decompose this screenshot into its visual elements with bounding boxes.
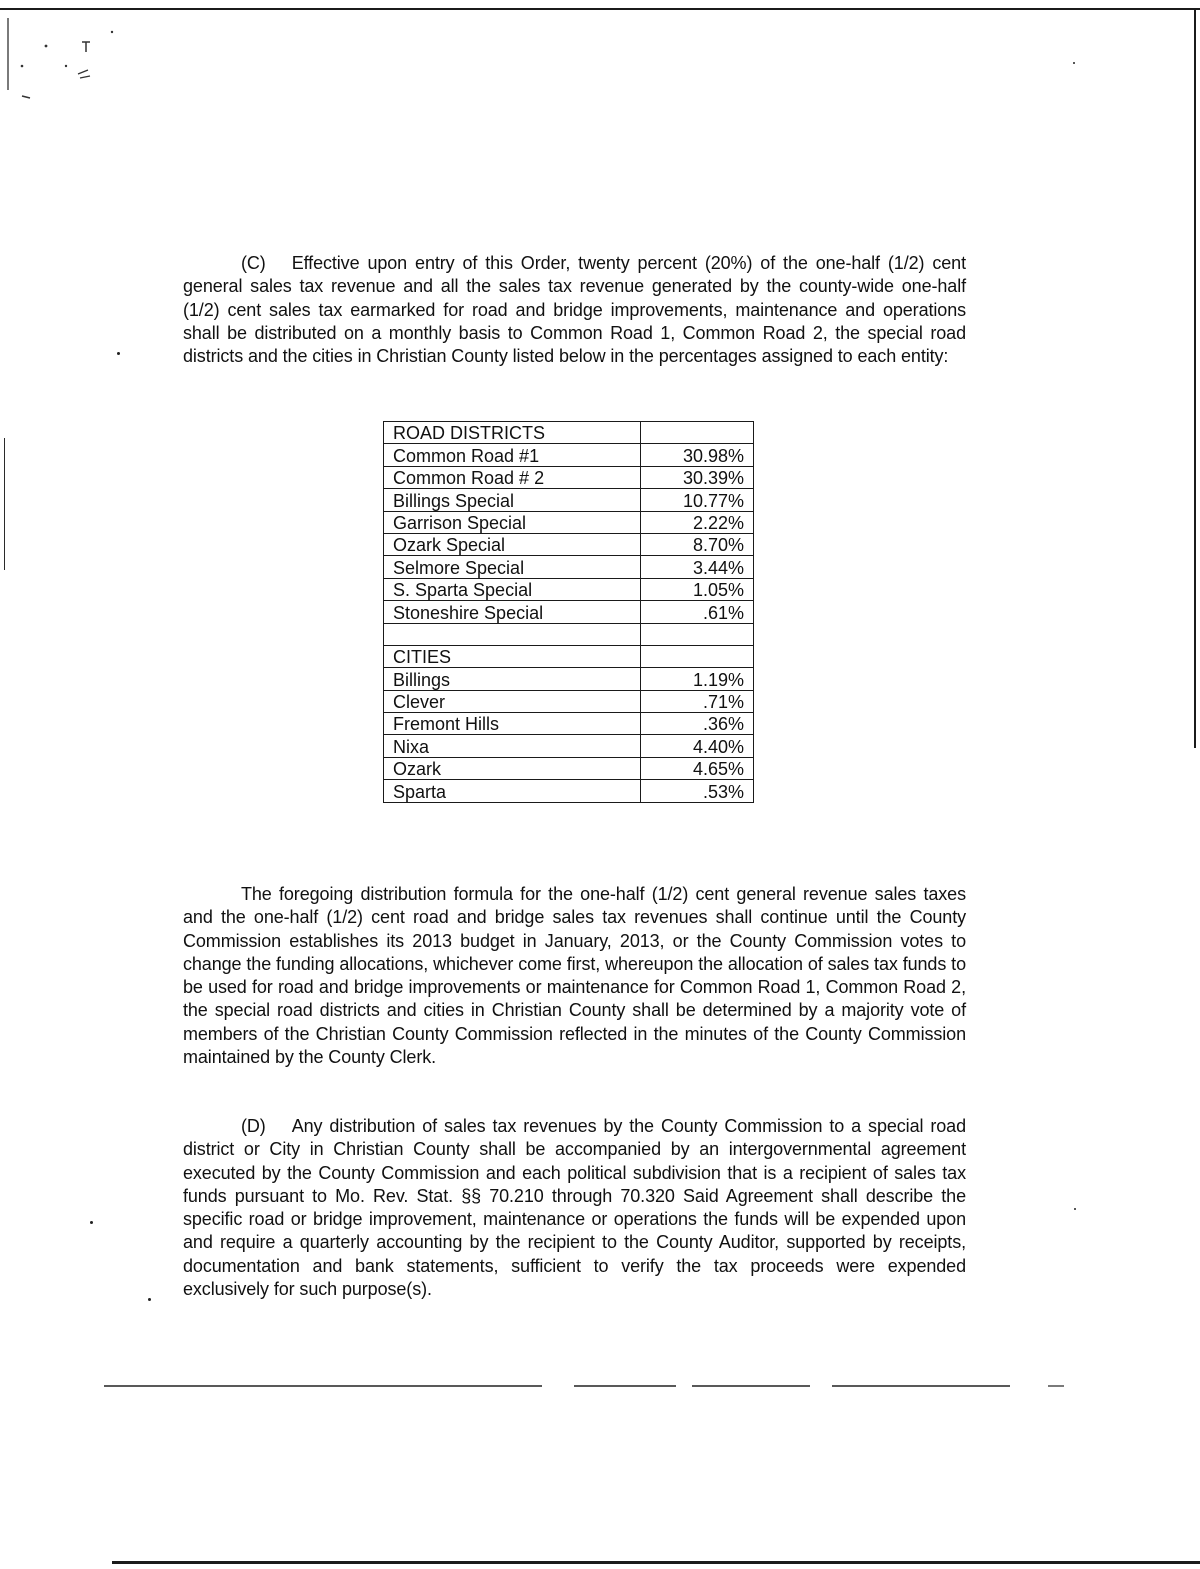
table-row [384, 713, 754, 735]
district-percent: 2.22% [641, 511, 754, 533]
paragraph-d [183, 1115, 966, 1301]
table-row [384, 668, 754, 690]
bottom-border-line [112, 1561, 1200, 1564]
district-percent: 1.05% [641, 578, 754, 600]
empty-cell [641, 645, 754, 667]
speck-mark [117, 352, 120, 355]
district-percent: .61% [641, 601, 754, 623]
speck-mark [1073, 62, 1075, 64]
table-row [384, 466, 754, 488]
table-row [384, 511, 754, 533]
city-percent: .53% [641, 780, 754, 802]
scan-artifacts [0, 0, 220, 120]
empty-cell [384, 623, 641, 645]
city-percent: .71% [641, 690, 754, 712]
district-name: Common Road #1 [384, 444, 641, 466]
table-row [384, 556, 754, 578]
district-name: S. Sparta Special [384, 578, 641, 600]
district-name: Selmore Special [384, 556, 641, 578]
city-name: Fremont Hills [384, 713, 641, 735]
city-name: Billings [384, 668, 641, 690]
page-break-line [104, 1384, 1064, 1388]
speck-mark [90, 1221, 93, 1224]
table-row [384, 735, 754, 757]
table-row [384, 578, 754, 600]
table-row [384, 601, 754, 623]
empty-cell [641, 623, 754, 645]
city-name: Ozark [384, 757, 641, 779]
paragraph-formula [183, 883, 966, 1069]
paragraph-c-label: (C) [241, 253, 266, 273]
empty-cell [641, 422, 754, 444]
district-name: Common Road # 2 [384, 466, 641, 488]
district-percent: 10.77% [641, 489, 754, 511]
table-row [384, 690, 754, 712]
table-row [384, 533, 754, 555]
city-percent: 4.65% [641, 757, 754, 779]
table-row [384, 645, 754, 667]
road-districts-heading: ROAD DISTRICTS [384, 422, 641, 444]
table-row [384, 489, 754, 511]
speck-mark [1074, 1208, 1076, 1210]
district-percent: 8.70% [641, 533, 754, 555]
district-percent: 3.44% [641, 556, 754, 578]
paragraph-c-text: Effective upon entry of this Order, twenty percent (20%) of the one-half (1/2) cent general sales tax revenue and all the sales tax revenue generated by the county-wide one-half (1/2) cent sales tax earmarked for road and bridge improvements, maintenance and operations shall be distributed on a monthly basis to Common Road 1, Common Road 2, the special road districts and the cities in Christian County listed below in the percentages assigned to each entity: [183, 253, 966, 367]
district-name: Garrison Special [384, 511, 641, 533]
table-row-blank [384, 623, 754, 645]
city-name: Clever [384, 690, 641, 712]
cities-heading: CITIES [384, 645, 641, 667]
table-row [384, 757, 754, 779]
city-percent: 1.19% [641, 668, 754, 690]
paragraph-formula-text: The foregoing distribution formula for the one-half (1/2) cent general revenue sales taxes and the one-half (1/2) cent road and bridge sales tax revenues shall continue until the County Commission establishes its 2013 budget in January, 2013, or the County Commission votes to change the funding allocations, whichever come first, whereupon the allocation of sales tax funds to be used for road and bridge improvements or maintenance for Common Road 1, Common Road 2, the special road districts and cities in Christian County shall be determined by a majority vote of members of the Christian County Commission reflected in the minutes of the County Commission maintained by the County Clerk. [183, 884, 966, 1068]
left-scan-line [4, 438, 5, 570]
table-row [384, 444, 754, 466]
right-border-line [1194, 8, 1196, 748]
city-name: Nixa [384, 735, 641, 757]
table-row [384, 422, 754, 444]
paragraph-c [183, 252, 966, 368]
district-name: Stoneshire Special [384, 601, 641, 623]
district-name: Ozark Special [384, 533, 641, 555]
district-percent: 30.98% [641, 444, 754, 466]
paragraph-d-label: (D) [241, 1116, 266, 1136]
paragraph-d-text: Any distribution of sales tax revenues by the County Commission to a special road district or City in Christian County shall be accompanied by an intergovernmental agreement executed by the County Commission and each political subdivision that is a recipient of sales tax funds pursuant to Mo. Rev. Stat. §§ 70.210 through 70.320 Said Agreement shall describe the specific road or bridge improvement, maintenance or operations the funds will be expended upon and require a quarterly accounting by the recipient to the County Auditor, supported by receipts, documentation and bank statements, sufficient to verify the tax proceeds were expended exclusively for such purpose(s). [183, 1116, 966, 1300]
table-row [384, 780, 754, 802]
city-percent: .36% [641, 713, 754, 735]
distribution-table [383, 421, 754, 803]
district-name: Billings Special [384, 489, 641, 511]
city-name: Sparta [384, 780, 641, 802]
speck-mark [148, 1298, 151, 1301]
district-percent: 30.39% [641, 466, 754, 488]
city-percent: 4.40% [641, 735, 754, 757]
